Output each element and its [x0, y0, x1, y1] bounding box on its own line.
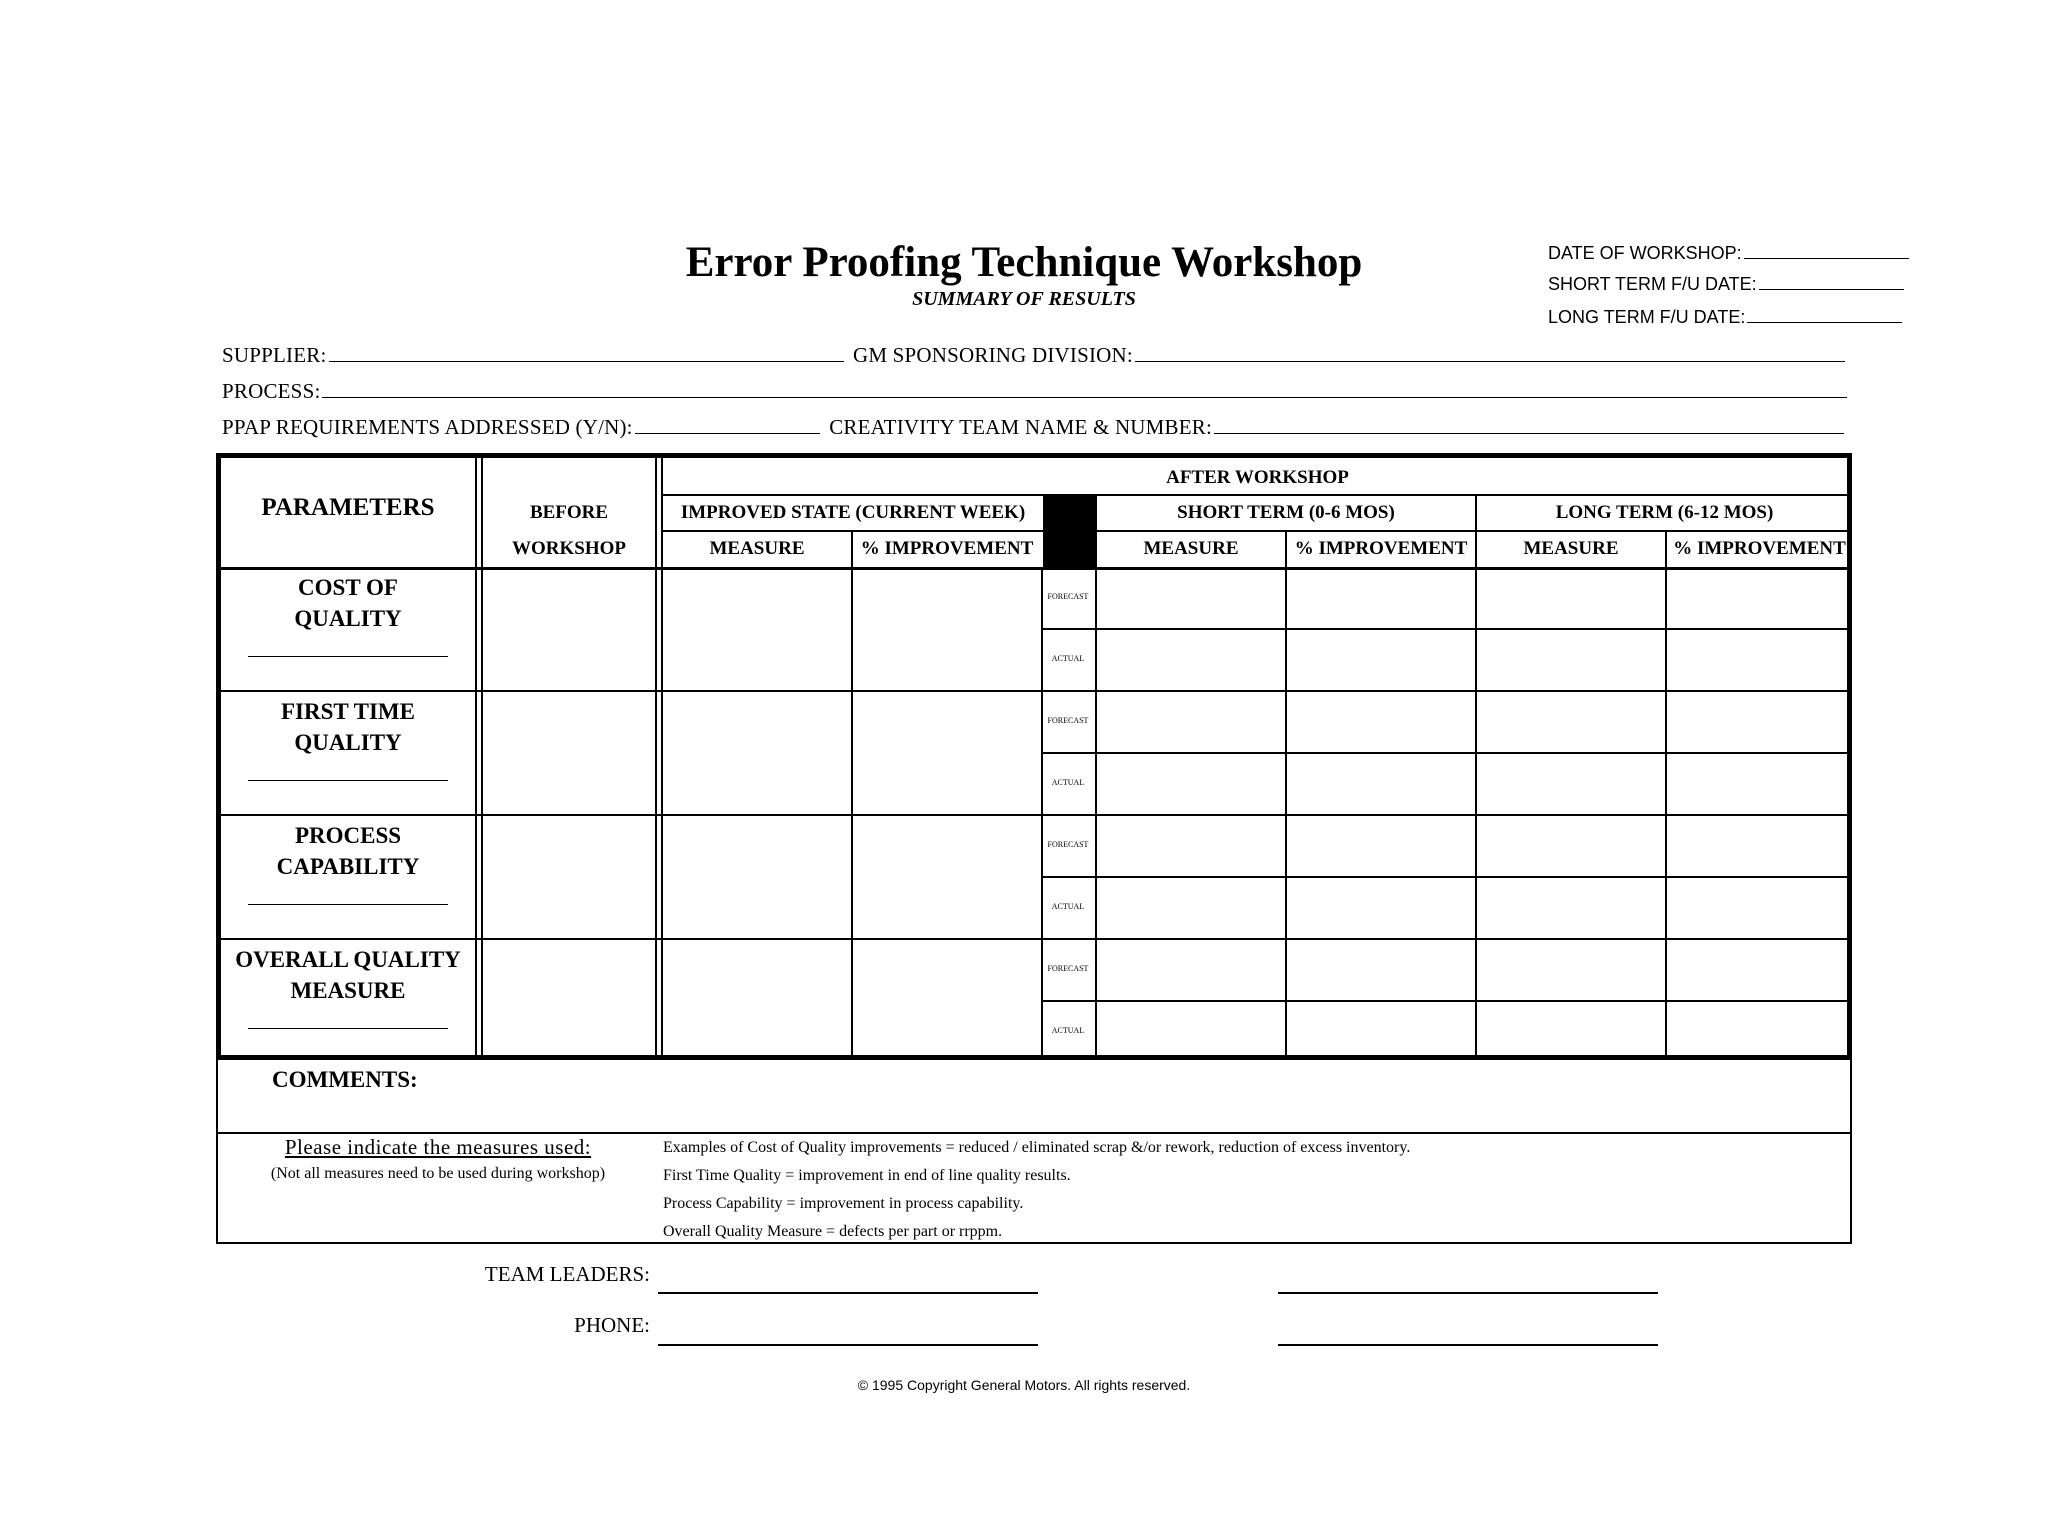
- supplier-label: SUPPLIER:: [222, 343, 327, 367]
- results-table: [216, 453, 1852, 1060]
- gm-division-label: GM SPONSORING DIVISION:: [852, 343, 1133, 367]
- example-cost-of-quality: Examples of Cost of Quality improvements = reduced / eliminated scrap &/or rework, reduction of excess inventory.: [663, 1139, 1411, 1156]
- actual-label: ACTUAL: [1051, 1026, 1085, 1035]
- phone-label: PHONE:: [574, 1313, 650, 1337]
- forecast-label: FORECAST: [1047, 592, 1089, 601]
- process-label: PROCESS:: [222, 379, 321, 403]
- team-leader-2-field[interactable]: [1278, 1292, 1658, 1294]
- long-improvement-header: % IMPROVEMENT: [1673, 538, 1846, 559]
- improved-measure-header: MEASURE: [709, 538, 805, 559]
- before-header-line2: WORKSHOP: [511, 538, 626, 559]
- team-leaders-label: TEAM LEADERS:: [484, 1262, 650, 1286]
- actual-label: ACTUAL: [1051, 902, 1085, 911]
- example-process-capability: Process Capability = improvement in process capability.: [663, 1195, 1024, 1212]
- page-subtitle: SUMMARY OF RESULTS: [912, 288, 1136, 310]
- comments-title: COMMENTS:: [272, 1067, 418, 1092]
- improved-improvement-header: % IMPROVEMENT: [860, 538, 1034, 559]
- long-term-fu-date[interactable]: [1548, 306, 1902, 328]
- supplier-field[interactable]: [329, 345, 844, 362]
- long-term-fu-date-label: LONG TERM F/U DATE:: [1548, 307, 1746, 327]
- team-label: CREATIVITY TEAM NAME & NUMBER:: [829, 415, 1213, 439]
- forecast-label: FORECAST: [1047, 840, 1089, 849]
- actual-label: ACTUAL: [1051, 778, 1085, 787]
- short-term-fu-date-label: SHORT TERM F/U DATE:: [1548, 274, 1757, 294]
- before-header-line1: BEFORE: [529, 502, 609, 523]
- measures-label: Please indicate the measures used:: [284, 1135, 592, 1159]
- gm-division-field[interactable]: [1135, 345, 1845, 362]
- improved-state-header: IMPROVED STATE (CURRENT WEEK): [680, 502, 1026, 523]
- page-title: Error Proofing Technique Workshop: [685, 239, 1363, 286]
- date-of-workshop-field[interactable]: [1744, 242, 1909, 259]
- ppap-label: PPAP REQUIREMENTS ADDRESSED (Y/N):: [222, 415, 633, 439]
- process-row: [222, 379, 1847, 404]
- param-cost-of-quality: COST OF QUALITY: [294, 575, 402, 631]
- comments-box[interactable]: [216, 1057, 1852, 1244]
- param-overall-quality-measure: OVERALL QUALITY MEASURE: [235, 947, 461, 1003]
- black-separator-cell: [1043, 496, 1095, 569]
- example-first-time-quality: First Time Quality = improvement in end of line quality results.: [663, 1167, 1071, 1184]
- example-overall-quality: Overall Quality Measure = defects per part or rrppm.: [663, 1223, 1003, 1240]
- param-process-capability: PROCESS CAPABILITY: [276, 823, 420, 879]
- long-measure-header: MEASURE: [1523, 538, 1619, 559]
- phone-2-field[interactable]: [1278, 1344, 1658, 1346]
- forecast-label: FORECAST: [1047, 964, 1089, 973]
- long-term-header: LONG TERM (6-12 MOS): [1555, 502, 1774, 523]
- forecast-label: FORECAST: [1047, 716, 1089, 725]
- long-term-fu-date-field[interactable]: [1747, 306, 1902, 323]
- ppap-field[interactable]: [635, 417, 820, 434]
- team-leader-1-field[interactable]: [658, 1292, 1038, 1294]
- ppap-row: [222, 415, 1844, 440]
- param-process-capability-line[interactable]: [248, 904, 448, 905]
- process-field[interactable]: [322, 381, 1847, 398]
- short-term-fu-date[interactable]: [1548, 273, 1904, 295]
- param-first-time-quality-line[interactable]: [248, 780, 448, 781]
- param-overall-quality-measure-line[interactable]: [248, 1028, 448, 1029]
- short-improvement-header: % IMPROVEMENT: [1294, 538, 1468, 559]
- copyright-text: © 1995 Copyright General Motors. All rights reserved.: [857, 1377, 1191, 1393]
- team-field[interactable]: [1214, 417, 1844, 434]
- parameters-header: PARAMETERS: [261, 494, 435, 521]
- after-workshop-header: AFTER WORKSHOP: [1166, 467, 1349, 488]
- measures-note: (Not all measures need to be used during workshop): [270, 1165, 606, 1182]
- supplier-row: [222, 343, 1845, 368]
- short-term-header: SHORT TERM (0-6 MOS): [1177, 502, 1395, 523]
- short-term-fu-date-field[interactable]: [1759, 273, 1904, 290]
- short-measure-header: MEASURE: [1143, 538, 1239, 559]
- actual-label: ACTUAL: [1051, 654, 1085, 663]
- phone-1-field[interactable]: [658, 1344, 1038, 1346]
- param-first-time-quality: FIRST TIME QUALITY: [280, 699, 415, 755]
- param-cost-of-quality-line[interactable]: [248, 656, 448, 657]
- date-of-workshop[interactable]: [1548, 242, 1909, 264]
- date-of-workshop-label: DATE OF WORKSHOP:: [1548, 243, 1742, 263]
